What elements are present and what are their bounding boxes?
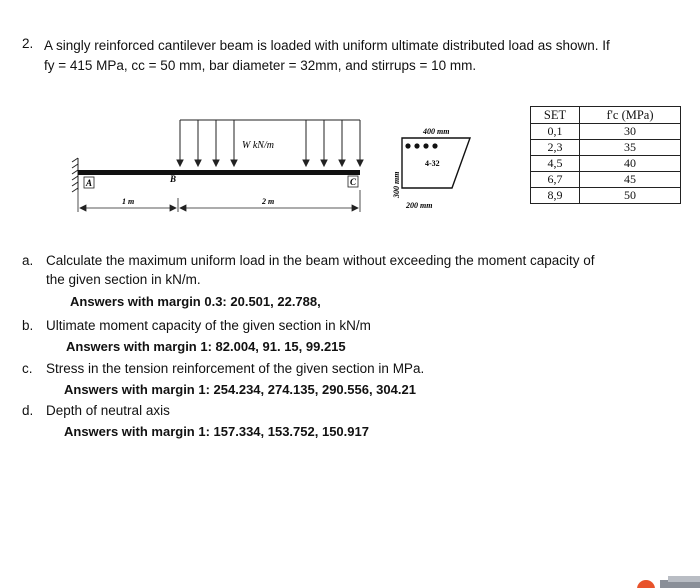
question-a-text-1: Calculate the maximum uniform load in the beam without exceeding the moment capacity of <box>46 253 595 268</box>
question-d-text: Depth of neutral axis <box>46 403 170 418</box>
point-a-label: A <box>86 178 93 188</box>
table-cell-set: 8,9 <box>531 188 580 204</box>
beam-figure <box>70 100 500 230</box>
table-row <box>531 172 681 188</box>
question-a-letter: a. <box>22 253 34 268</box>
table-row <box>531 156 681 172</box>
table-cell-fc: 50 <box>580 188 681 204</box>
section-width-label: 400 mm <box>423 127 450 136</box>
question-a-answer: Answers with margin 0.3: 20.501, 22.788, <box>70 294 321 309</box>
table-cell-set: 6,7 <box>531 172 580 188</box>
question-c-text: Stress in the tension reinforcement of the given section in MPa. <box>46 361 425 376</box>
notification-dot <box>637 580 655 588</box>
question-b-letter: b. <box>22 318 34 333</box>
span-2-label: 2 m <box>262 197 275 206</box>
table-cell-fc: 40 <box>580 156 681 172</box>
table-row <box>531 124 681 140</box>
concrete-strength-table <box>530 106 681 204</box>
table-cell-set: 0,1 <box>531 124 580 140</box>
bars-label: 4-32 <box>425 159 440 168</box>
question-d <box>22 402 682 422</box>
question-b <box>22 317 682 337</box>
problem-number: 2. <box>22 36 34 51</box>
cross-section <box>392 127 470 210</box>
rebar-3 <box>423 143 428 148</box>
beam-body <box>78 170 360 175</box>
fixed-support <box>72 158 78 192</box>
table-row <box>531 188 681 204</box>
section-bottom-label: 200 mm <box>406 201 433 210</box>
point-c-label: C <box>350 177 357 187</box>
table-cell-fc: 35 <box>580 140 681 156</box>
table-cell-set: 2,3 <box>531 140 580 156</box>
point-b-label: B <box>170 174 177 184</box>
rebar-1 <box>405 143 410 148</box>
table-cell-fc: 30 <box>580 124 681 140</box>
question-d-letter: d. <box>22 403 34 418</box>
load-label: W kN/m <box>242 140 274 151</box>
table-header-set: SET <box>531 107 580 124</box>
problem-line-2: fy = 415 MPa, cc = 50 mm, bar diameter = 32mm, and stirrups = 10 mm. <box>44 58 477 73</box>
section-height-label: 300 mm <box>392 171 401 198</box>
question-a <box>22 252 682 292</box>
table-cell-fc: 45 <box>580 172 681 188</box>
table-cell-set: 4,5 <box>531 156 580 172</box>
question-c-letter: c. <box>22 361 33 376</box>
question-a-text-2: the given section in kN/m. <box>46 272 201 287</box>
question-c-answer: Answers with margin 1: 254.234, 274.135, 290.556, 304.21 <box>64 382 416 397</box>
rebar-4 <box>432 143 437 148</box>
question-b-text: Ultimate moment capacity of the given section in kN/m <box>46 318 371 333</box>
question-d-answer: Answers with margin 1: 157.334, 153.752, 150.917 <box>64 424 369 439</box>
span-1-label: 1 m <box>122 197 135 206</box>
rebar-2 <box>414 143 419 148</box>
table-header-fc: f'c (MPa) <box>580 107 681 124</box>
question-b-answer: Answers with margin 1: 82.004, 91. 15, 99.215 <box>66 339 346 354</box>
table-row <box>531 140 681 156</box>
dimension-lines <box>78 180 360 212</box>
question-c <box>22 360 682 380</box>
problem-line-1: A singly reinforced cantilever beam is loaded with uniform ultimate distributed load as shown. If <box>44 38 610 53</box>
corner-artifact <box>610 572 700 588</box>
